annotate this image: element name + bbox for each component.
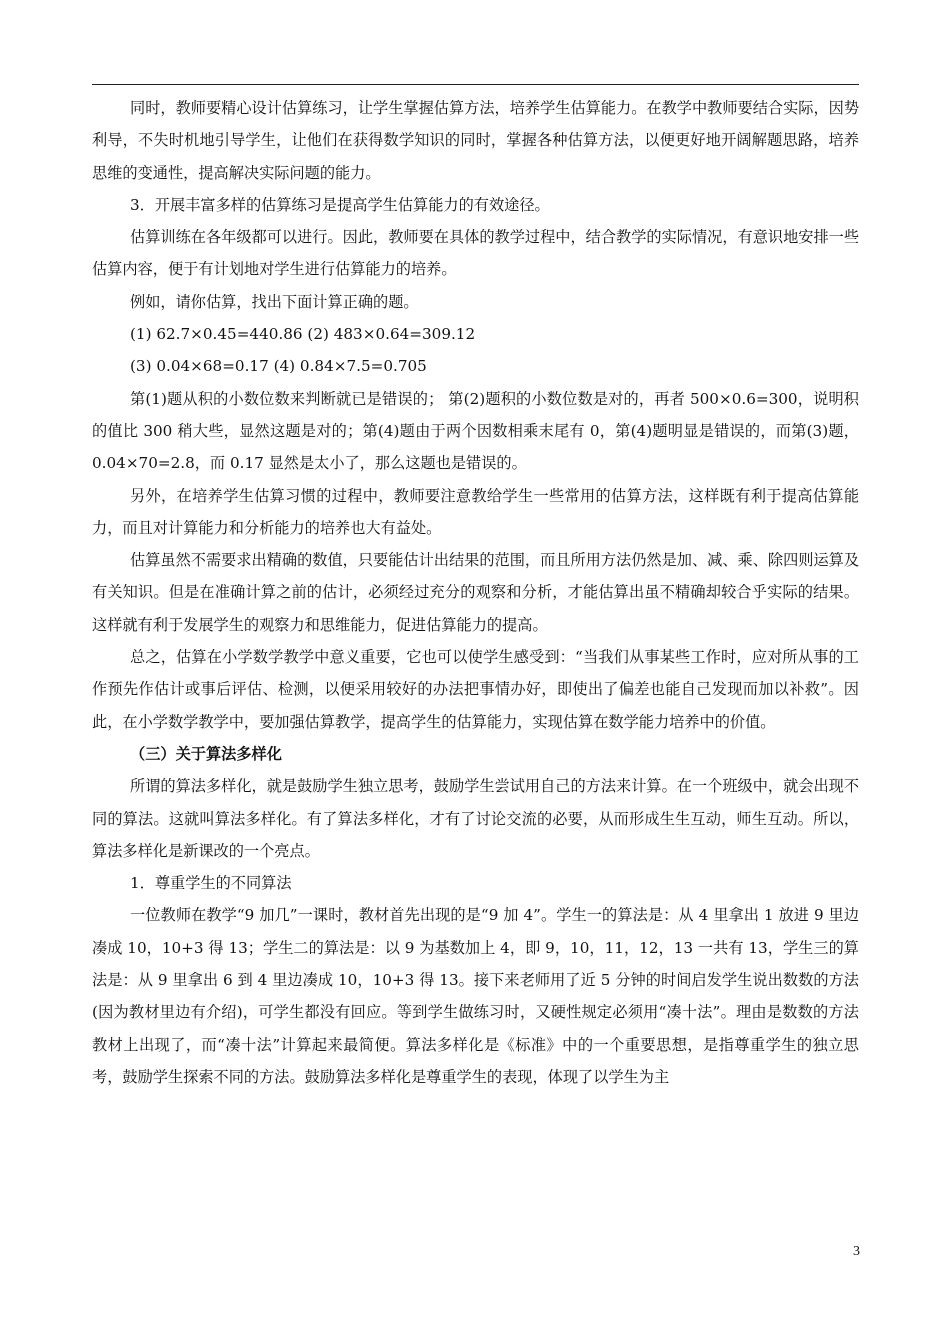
paragraph-example-analysis: 第(1)题从积的小数位数来判断就已是错误的； 第(2)题积的小数位数是对的，再者 500×0.6=300，说明积的值比 300 稍大些，显然这题是对的；第(4)题由于两个因数相乘末尾有 0，第(4)题明显是错误的，而第(3)题，0.04×70=2.8，而 0.17 显然是太小了，那么这题也是错误的。 — [92, 389, 859, 473]
point-3-heading: 3．开展丰富多样的估算练习是提高学生估算能力的有效途径。 — [130, 195, 550, 214]
header-rule — [92, 84, 859, 85]
paragraph-summary: 总之，估算在小学数学教学中意义重要，它也可以使学生感受到：“当我们从事某些工作时，应对所从事的工作预先作估计或事后评估、检测，以便采用较好的办法把事情办好，即使出了偏差也能自己发现而加以补救”。因此，在小学数学教学中，要加强估算教学，提高学生的估算能力，实现估算在数学能力培养中的价值。 — [92, 648, 859, 731]
paragraph-algorithm-diversity: 所谓的算法多样化，就是鼓励学生独立思考，鼓励学生尝试用自己的方法来计算。在一个班级中，就会出现不同的算法。这就叫算法多样化。有了算法多样化，才有了讨论交流的必要，从而形成生生互动，师生互动。所以，算法多样化是新课改的一个亮点。 — [92, 777, 859, 860]
paragraph-teaching-case: 一位教师在教学“9 加几”一课时，教材首先出现的是“9 加 4”。学生一的算法是：从 4 里拿出 1 放进 9 里边凑成 10，10+3 得 13；学生二的算法是：以 9 为基数加上 4，即 9，10，11，12，13 一共有 13，学生三的算法是：从 9 里拿出 6 到 4 里边凑成 10，10+3 得 13。接下来老师用了近 5 分钟的时间启发学生说出数数的方法(因为教材里边有介绍)，可学生都没有回应。等到学生做练习时，又硬性规定必须用“凑十法”。理由是数数的方法教材上出现了，而“凑十法”计算起来最简便。算法多样化是《标准》中的一个重要思想，是指尊重学生的独立思考，鼓励学生探索不同的方法。鼓励算法多样化是尊重学生的表现，体现了以学生为主 — [92, 906, 859, 1086]
paragraph-estimation-habits: 另外，在培养学生估算习惯的过程中，教师要注意教给学生一些常用的估算方法，这样既有利于提高估算能力，而且对计算能力和分析能力的培养也大有益处。 — [92, 486, 859, 537]
paragraph-example-intro: 例如，请你估算，找出下面计算正确的题。 — [130, 292, 419, 311]
paragraph-estimation-training: 估算训练在各年级都可以进行。因此，教师要在具体的教学过程中，结合教学的实际情况，有意识地安排一些估算内容，便于有计划地对学生进行估算能力的培养。 — [92, 228, 859, 279]
example-line-1: (1) 62.7×0.45=440.86 (2) 483×0.64=309.12 — [130, 325, 476, 344]
point-1-heading: 1．尊重学生的不同算法 — [130, 874, 292, 893]
example-line-2: (3) 0.04×68=0.17 (4) 0.84×7.5=0.705 — [130, 357, 427, 376]
paragraph-estimation-nature: 估算虽然不需要求出精确的数值，只要能估计出结果的范围，而且所用方法仍然是加、减、乘、除四则运算及有关知识。但是在准确计算之前的估计，必须经过充分的观察和分析，才能估算出虽不精确却较合乎实际的结果。这样就有利于发展学生的观察力和思维能力，促进估算能力的提高。 — [92, 551, 859, 634]
page-number: 3 — [853, 1244, 860, 1259]
paragraph-estimation-design: 同时，教师要精心设计估算练习，让学生掌握估算方法，培养学生估算能力。在教学中教师要结合实际，因势利导，不失时机地引导学生，让他们在获得数学知识的同时，掌握各种估算方法，以便更好地开阔解题思路，培养思维的变通性，提高解决实际问题的能力。 — [92, 99, 859, 182]
document-body — [92, 92, 859, 1093]
section-3-heading: （三）关于算法多样化 — [130, 744, 282, 763]
